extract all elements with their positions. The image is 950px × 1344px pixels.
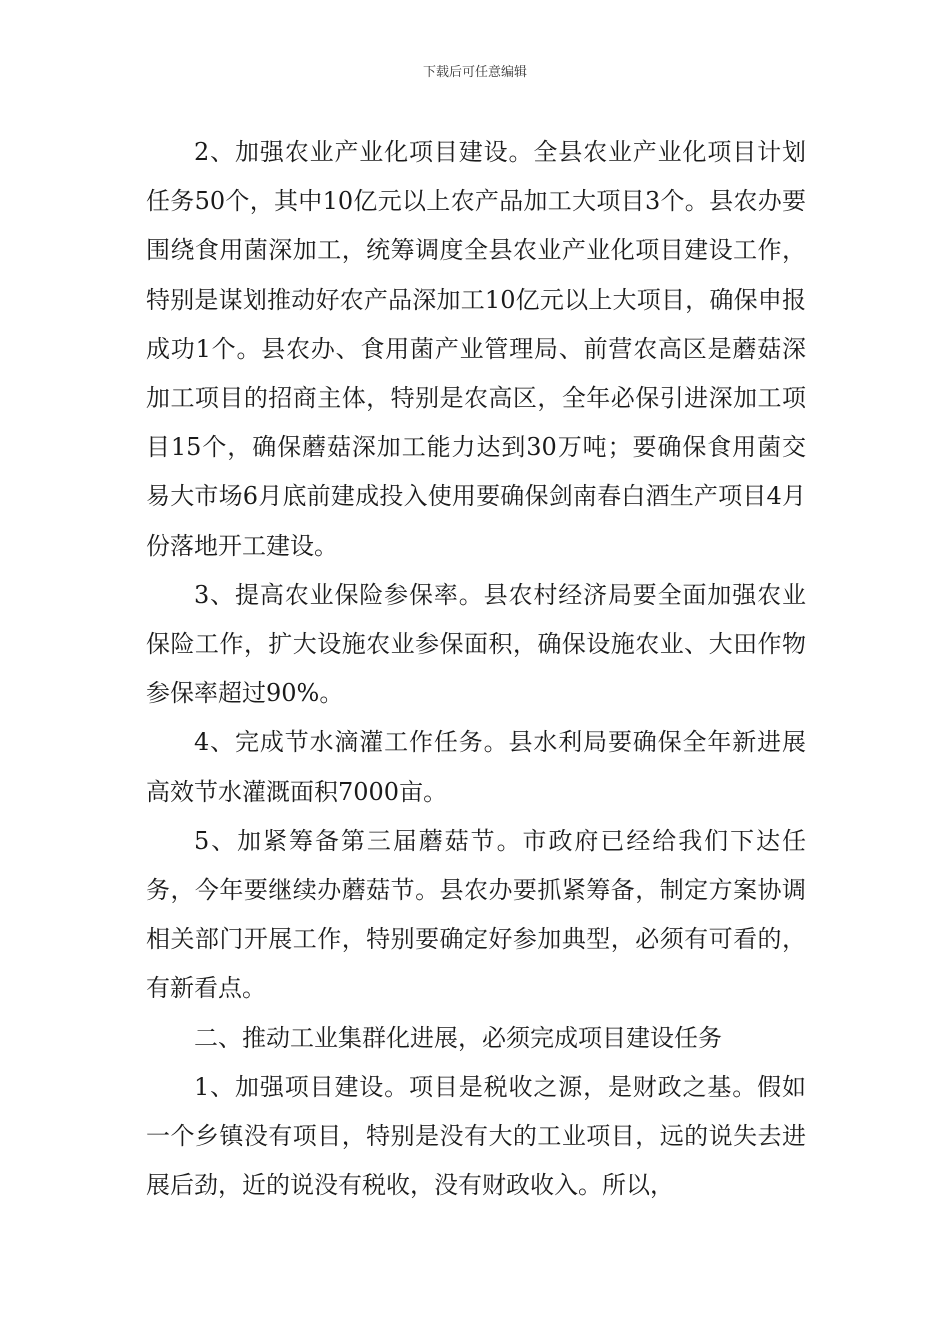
page-header-note: 下载后可任意编辑 <box>422 65 527 80</box>
paragraph-agri-insurance: 3、提高农业保险参保率。县农村经济局要全面加强农业保险工作，扩大设施农业参保面积，确保设施农业、大田作物参保率超过90%。 <box>146 580 806 708</box>
section-heading-industry: 二、推动工业集群化进展，必须完成项目建设任务 <box>194 1023 722 1052</box>
paragraph-drip-irrigation: 4、完成节水滴灌工作任务。县水利局要确保全年新进展高效节水灌溉面积7000亩。 <box>146 728 806 806</box>
paragraph-agri-industrialization: 2、加强农业产业化项目建设。全县农业产业化项目计划任务50个，其中10亿元以上农产品加工大项目3个。县农办要围绕食用菌深加工，统筹调度全县农业产业化项目建设工作，特别是谋划推动好农产品深加工10亿元以上大项目，确保申报成功1个。县农办、食用菌产业管理局、前营农高区是蘑菇深加工项目的招商主体，特别是农高区，全年必保引进深加工项目15个，确保蘑菇深加工能力达到30万吨；要确保食用菌交易大市场6月底前建成投入使用要确保剑南春白酒生产项目4月份落地开工建设。 <box>146 138 806 560</box>
paragraph-project-construction: 1、加强项目建设。项目是税收之源，是财政之基。假如一个乡镇没有项目，特别是没有大的工业项目，远的说失去进展后劲，近的说没有税收，没有财政收入。所以， <box>146 1072 806 1200</box>
document-body <box>146 128 806 1210</box>
paragraph-mushroom-festival: 5、加紧筹备第三届蘑菇节。市政府已经给我们下达任务，今年要继续办蘑菇节。县农办要抓紧筹备，制定方案协调相关部门开展工作，特别要确定好参加典型，必须有可看的，有新看点。 <box>146 826 806 1003</box>
